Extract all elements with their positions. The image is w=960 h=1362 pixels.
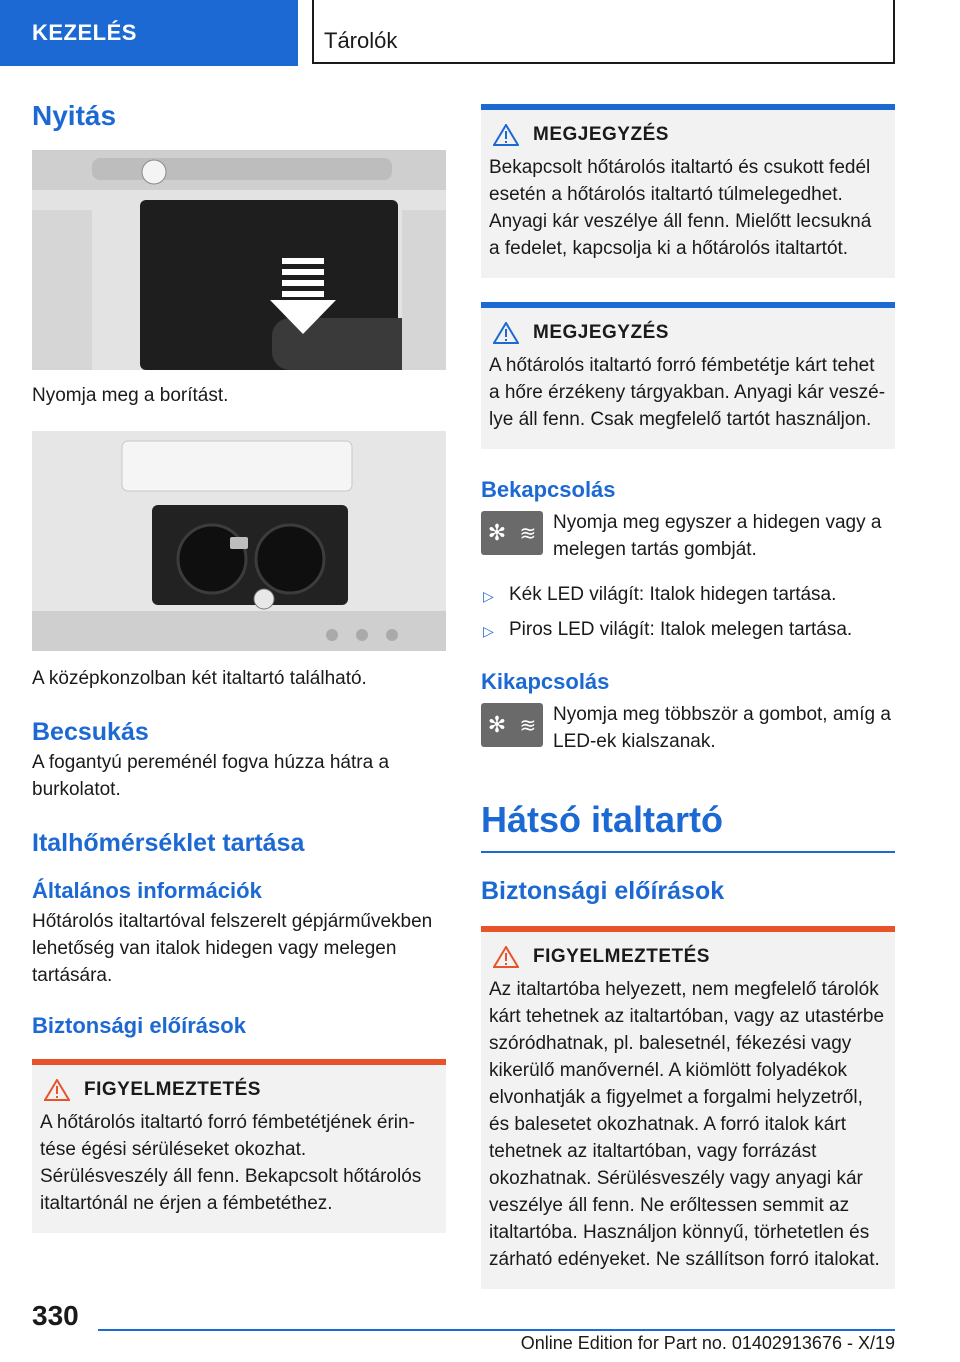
warning-triangle-icon [493, 946, 519, 968]
warning-header-left [40, 1079, 438, 1101]
footer-edition: Online Edition for Part no. 01402913676 - X/19 [98, 1329, 895, 1354]
header-section-tab [0, 0, 298, 66]
triangle-bullet-icon: ▷ [483, 623, 494, 639]
warning-triangle-icon [493, 322, 519, 344]
header-title: Tárolók [324, 28, 398, 53]
warning-triangle-icon [493, 124, 519, 146]
photo-cup-holders [32, 431, 446, 651]
warning-triangle-icon [44, 1079, 70, 1101]
bullet-blue-led-text: Kék LED világít: Italok hidegen tartása. [509, 584, 837, 605]
closing-heading: Becsukás [32, 718, 149, 746]
switch-off-text: Nyomja meg többször a gombot, amíg a LED-ek kialszanak. [553, 704, 891, 752]
note-label-2: MEGJEGYZÉS [533, 322, 669, 343]
caption-press-lid: Nyomja meg a borítást. [32, 385, 229, 406]
warning-text-left: A hőtárolós italtartó forró fémbetétjének érintése égési sérüléseket okozhat. Sérülésveszély áll fenn. Bekapcsolt hőtárolós italtartónál ne érjen a fémbetéthez. [40, 1112, 422, 1214]
bullet-blue-led [481, 581, 895, 610]
header-section-label: KEZELÉS [32, 20, 137, 45]
rear-safety-heading: Biztonsági előírások [481, 877, 725, 905]
warning-text-right: Az italtartóba helyezett, nem megfelelő tárolók kárt tehetnek az italtartóban, vagy az utastérbe szóródhatnak, pl. balesetnél, fékezési vagy kikerülő manővernél. A kiömlött folyadékok elvonhatják a figyelmet a forgalmi helyzetről, és balesetet okozhatnak. A forró italok kárt tehetnek az italtartóban, vagy forrázást okozhatnak. Sérülésveszély vagy anyagi kár veszélye áll fenn. Ne erőltessen semmit az italtartóba. Használjon könnyű, törhetetlen és zárható edényeket. Ne szállítson forró italokat. [489, 979, 885, 1270]
opening-heading: Nyitás [32, 100, 117, 131]
note-text-1: Bekapcsolt hőtárolós italtartó és csukott fedél esetén a hőtárolós italtartó túlmelegedhet. Anyagi kár veszélye áll fenn. Mielőtt lecsukná a fedelet, kapcsolja ki a hőtárolós italtartót. [489, 157, 872, 259]
safety-heading-left: Biztonsági előírások [32, 1013, 246, 1038]
note-box-1 [481, 104, 895, 278]
closing-text: A fogantyú pereménél fogva húzza hátra a burkolatot. [32, 752, 390, 800]
note-header-1 [489, 124, 887, 146]
caption-two-holders: A középkonzolban két italtartó található. [32, 668, 367, 689]
right-column [481, 104, 895, 1289]
general-info-heading: Általános információk [32, 878, 262, 903]
switch-off-row [481, 701, 895, 755]
switch-off-heading: Kikapcsolás [481, 669, 610, 694]
photo-console-lid [32, 150, 446, 370]
temperature-heading: Italhőmérséklet tartása [32, 829, 305, 857]
note-header-2 [489, 322, 887, 344]
cup-holders-illustration [32, 431, 446, 651]
switch-on-text: Nyomja meg egyszer a hidegen vagy a melegen tartás gombját. [553, 512, 882, 560]
climate-button-icon: ✻ ≋ [481, 703, 543, 747]
general-info-text: Hőtárolós italtartóval felszerelt gépjárművekben lehetőség van italok hidegen vagy melegen tartására. [32, 911, 433, 986]
warning-label-left: FIGYELMEZTETÉS [84, 1079, 261, 1100]
switch-on-heading: Bekapcsolás [481, 477, 616, 502]
climate-button-icon: ✻ ≋ [481, 511, 543, 555]
header-title-box [312, 0, 895, 64]
left-column [32, 100, 446, 1233]
bullet-red-led-text: Piros LED világít: Italok melegen tartása. [509, 619, 853, 640]
switch-on-row [481, 509, 895, 563]
bullet-red-led [481, 616, 895, 645]
page-number: 330 [32, 1300, 79, 1331]
warning-box-left [32, 1059, 446, 1233]
console-lid-illustration [32, 150, 446, 370]
triangle-bullet-icon: ▷ [483, 588, 494, 604]
warning-header-right [489, 946, 887, 968]
warning-label-right: FIGYELMEZTETÉS [533, 946, 710, 967]
note-box-2 [481, 302, 895, 449]
note-text-2: A hőtárolós italtartó forró fémbetétje kárt tehet a hőre érzékeny tárgyakban. Anyagi kár veszélye áll fenn. Csak megfelelő tartót használjon. [489, 355, 886, 430]
warning-box-right [481, 926, 895, 1289]
rear-cupholder-heading: Hátsó italtartó [481, 799, 895, 853]
note-label-1: MEGJEGYZÉS [533, 124, 669, 145]
